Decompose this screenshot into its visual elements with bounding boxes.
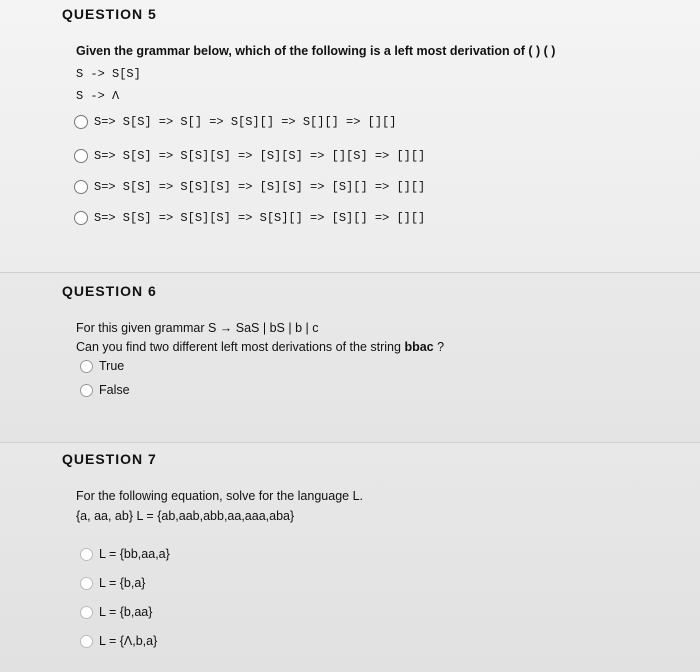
q7-option-3-label: L = {b,aa} bbox=[99, 605, 153, 619]
radio-button[interactable] bbox=[80, 635, 93, 648]
q7-option-4[interactable] bbox=[80, 634, 157, 648]
radio-button[interactable] bbox=[80, 577, 93, 590]
question-6-title: QUESTION 6 bbox=[62, 283, 157, 299]
question-7-line-1: For the following equation, solve for the language L. bbox=[76, 489, 363, 503]
radio-button[interactable] bbox=[74, 211, 88, 225]
question-6-line-2-suffix: ? bbox=[437, 340, 445, 354]
q7-option-4-label: L = {Λ,b,a} bbox=[99, 634, 158, 648]
grammar-rule-1: S -> S[S] bbox=[76, 67, 141, 81]
q5-option-1-label: S=> S[S] => S[] => S[S][] => S[][] => [][] bbox=[94, 115, 397, 129]
q7-option-3[interactable] bbox=[80, 605, 152, 619]
q5-option-4-label: S=> S[S] => S[S][S] => S[S][] => [S][] => [][] bbox=[94, 211, 426, 225]
q6-option-false[interactable] bbox=[80, 383, 130, 397]
question-6-section bbox=[0, 272, 700, 443]
q5-option-4[interactable] bbox=[74, 211, 425, 225]
radio-button[interactable] bbox=[80, 548, 93, 561]
q6-option-true[interactable] bbox=[80, 359, 124, 373]
q5-option-3[interactable] bbox=[74, 180, 425, 194]
q7-option-2[interactable] bbox=[80, 576, 145, 590]
question-6-line-2 bbox=[76, 340, 444, 354]
question-6-string: bbac bbox=[404, 340, 434, 354]
radio-button[interactable] bbox=[80, 384, 93, 397]
grammar-rule-2: S -> Λ bbox=[76, 89, 120, 103]
radio-button[interactable] bbox=[74, 149, 88, 163]
radio-button[interactable] bbox=[74, 180, 88, 194]
question-6-line-1: For this given grammar S → SaS | bS | b | c bbox=[76, 321, 319, 335]
q6-option-true-label: True bbox=[99, 359, 125, 373]
q7-option-1[interactable] bbox=[80, 547, 170, 561]
radio-button[interactable] bbox=[80, 606, 93, 619]
q6-option-false-label: False bbox=[99, 383, 130, 397]
radio-button[interactable] bbox=[74, 115, 88, 129]
q5-option-1[interactable] bbox=[74, 115, 396, 129]
radio-button[interactable] bbox=[80, 360, 93, 373]
question-5-section bbox=[0, 0, 700, 272]
q5-option-2-label: S=> S[S] => S[S][S] => [S][S] => [][S] => [][] bbox=[94, 149, 426, 163]
question-5-title: QUESTION 5 bbox=[62, 6, 157, 22]
q7-option-2-label: L = {b,a} bbox=[99, 576, 146, 590]
q7-option-1-label: L = {bb,aa,a} bbox=[99, 547, 170, 561]
q5-option-2[interactable] bbox=[74, 149, 425, 163]
question-5-prompt: Given the grammar below, which of the following is a left most derivation of ( ) ( ) bbox=[76, 44, 556, 58]
question-6-line-2-prefix: Can you find two different left most derivations of the string bbox=[76, 340, 401, 354]
q5-option-3-label: S=> S[S] => S[S][S] => [S][S] => [S][] => [][] bbox=[94, 180, 426, 194]
question-7-line-2: {a, aa, ab} L = {ab,aab,abb,aa,aaa,aba} bbox=[76, 509, 295, 523]
question-7-title: QUESTION 7 bbox=[62, 451, 157, 467]
question-7-section bbox=[0, 442, 700, 672]
